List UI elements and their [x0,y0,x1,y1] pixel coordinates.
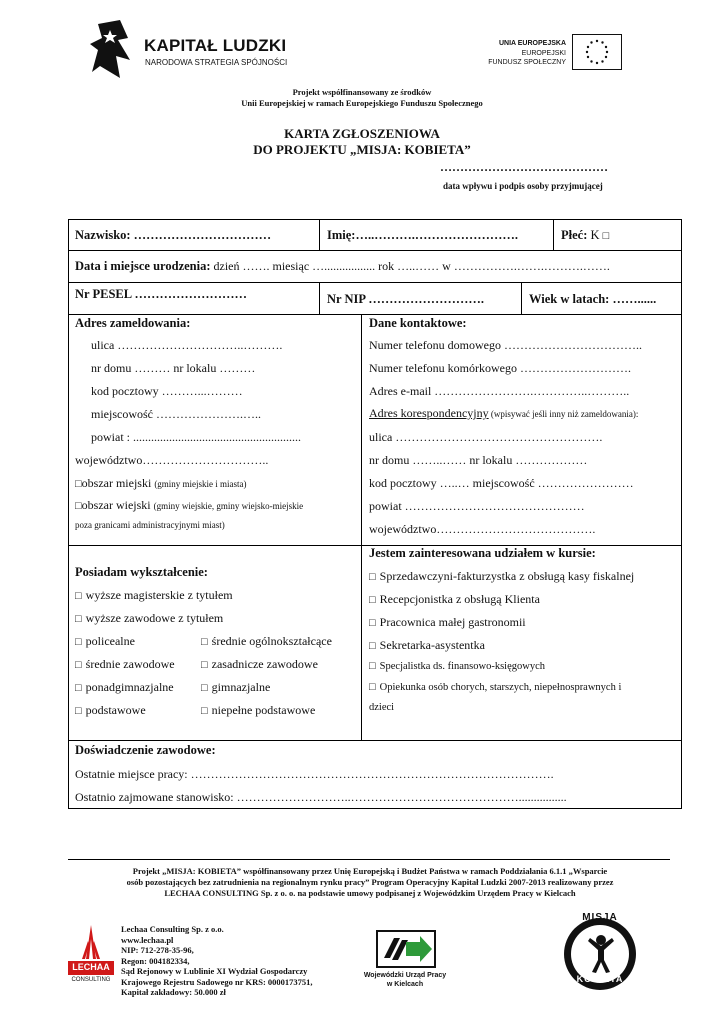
adres-nr-domu[interactable]: nr domu ……… nr lokalu ……… [91,361,256,375]
company-court: Sąd Rejonowy w Lublinie XI Wydział Gospodarczy [121,966,308,976]
kurs-title: Jestem zainteresowana udziałem w kursie: [369,546,596,560]
footer-note-2: osób pozostających bez zatrudnienia na regionalnym rynku pracy” Program Operacyjny Kapitał Ludzki 2007-2013 realizowany przez [126,877,614,887]
kurs-sekretarka[interactable]: □ Sekretarka-asystentka [369,638,485,653]
ue-line1: UNIA EUROPEJSKA [498,40,566,47]
company-krs: Krajowego Rejestru Sadowego nr KRS: 0000173751, [121,976,313,987]
kurs-recepcjonistka[interactable]: □ Recepcjonistka z obsługą Klienta [369,592,540,607]
checkbox-icon[interactable]: □ [75,478,82,490]
kurs-ksiegowa[interactable]: □ Specjalistka ds. finansowo-księgowych [369,660,545,672]
wyksztalcenie-zawodowe-wyzsze[interactable]: □ wyższe zawodowe z tytułem [75,611,223,626]
nazwisko-field[interactable]: Nazwisko: …………………………… [75,228,272,242]
kurs-sprzedawczyni[interactable]: □ Sprzedawczyni-fakturzystka z obsługą kasy fiskalnej [369,569,634,584]
lechaa-logo-sub: CONSULTING [71,977,111,983]
wup-logo [360,926,450,992]
misja-figure-icon [586,934,616,974]
company-name: Lechaa Consulting Sp. z o.o. [121,924,224,934]
wup-line1: Wojewódzki Urząd Pracy [363,972,447,979]
footer-note-1: Projekt „MISJA: KOBIETA” współfinansowany przez Unię Europejską i Budżet Państwa w ramach Poddziałania 6.1.1 „Wsparcie [132,866,608,876]
receipt-dots: …………………………………… [440,160,608,174]
misja-kobieta-logo [560,912,640,992]
company-regon: Regon: 004182334, [121,955,190,966]
plec-label: Płeć: [561,228,588,242]
kapital-ludzki-emblem-icon [90,20,132,80]
lechaa-logo-text: LECHAA [72,962,110,972]
nip-field[interactable]: Nr NIP ………………………. [327,292,485,306]
plec-value[interactable]: K [590,228,600,242]
wup-line2: w Kielcach [386,981,424,988]
adres-powiat[interactable]: powiat : ........................................................ [91,430,301,444]
kurs-opiekunka-cont: dzieci [369,702,395,713]
checkbox-icon[interactable]: □ [75,500,82,512]
adres-kod[interactable]: kod pocztowy ………...……… [91,384,243,398]
obszar-wiejski-note2: poza granicami administracyjnymi miast) [75,520,225,530]
company-www[interactable]: www.lechaa.pl [121,934,174,945]
form-title-line1: KARTA ZGŁOSZENIOWA [284,126,440,141]
plec-checkbox-icon[interactable]: □ [602,230,610,242]
email[interactable]: Adres e-mail …………………….…………..……….. [369,384,630,398]
wyksztalcenie-srednie-ogolne[interactable]: □ średnie ogólnokształcące [201,634,332,649]
cofinancing-line1: Projekt współfinansowany ze środków [292,87,432,97]
receipt-label: data wpływu i podpis osoby przyjmującej [443,181,603,191]
lechaa-tower-icon [78,925,104,959]
ue-efs-logo [470,34,630,74]
lechaa-logo [68,925,114,987]
form-title-line2: DO PROJEKTU „MISJA: KOBIETA” [253,142,471,157]
wyksztalcenie-podstawowe[interactable]: □ podstawowe [75,703,146,718]
kapital-ludzki-title: KAPITAŁ LUDZKI [144,36,287,55]
ue-line2: EUROPEJSKI [521,50,566,57]
dane-kontaktowe-title: Dane kontaktowe: [369,316,467,330]
kurs-gastronomia[interactable]: □ Pracownica małej gastronomii [369,615,526,630]
wyksztalcenie-srednie-zawodowe[interactable]: □ średnie zawodowe [75,657,175,672]
urodzenie-label: Data i miejsce urodzenia: [75,259,211,273]
cofinancing-line2: Unii Europejskiej w ramach Europejskiego Funduszu Społecznego [241,98,483,108]
obszar-wiejski-option[interactable]: □obszar wiejski (gminy wiejskie, gminy wiejsko-miejskie [75,498,304,512]
kapital-ludzki-subtitle: NARODOWA STRATEGIA SPÓJNOŚCI [145,58,288,67]
wyksztalcenie-gimnazjalne[interactable]: □ gimnazjalne [201,680,270,695]
adres-korespondencyjny: Adres korespondencyjny (wpisywać jeśli inny niż zameldowania): [369,406,639,420]
wyksztalcenie-title: Posiadam wykształcenie: [75,565,208,579]
wyksztalcenie-niepelne[interactable]: □ niepełne podstawowe [201,703,315,718]
wyksztalcenie-zasadnicze[interactable]: □ zasadnicze zawodowe [201,657,318,672]
wup-emblem-icon [376,930,436,968]
koresp-wojewodztwo[interactable]: województwo…………………………………. [369,522,596,536]
telefon-domowy[interactable]: Numer telefonu domowego …………………………….. [369,338,642,352]
adres-ulica[interactable]: ulica …………………………..………. [91,338,283,352]
telefon-komorkowy[interactable]: Numer telefonu komórkowego ………………………. [369,361,631,375]
koresp-powiat[interactable]: powiat ……………………………………… [369,499,585,513]
pesel-field[interactable]: Nr PESEL ……………………… [75,287,248,301]
urodzenie-row[interactable] [75,259,610,274]
ue-line3: FUNDUSZ SPOŁECZNY [488,59,566,66]
company-nip: NIP: 712-278-35-96, [121,945,194,955]
footer-divider [68,859,670,860]
kapital-ludzki-logo [90,20,300,80]
wiek-field[interactable]: Wiek w latach: ……...... [529,292,657,306]
ostatnie-stanowisko[interactable]: Ostatnio zajmowane stanowisko: ………………………..……………………………………................ [75,790,567,804]
wyksztalcenie-magister[interactable]: □ wyższe magisterskie z tytułem [75,588,233,603]
koresp-kod[interactable]: kod pocztowy …..… miejscowość …………………… [369,476,634,490]
urodzenie-fields[interactable]: dzień ……. miesiąc …................. rok …..…… w …………….…….……….……. [210,259,610,273]
koresp-nr-domu[interactable]: nr domu ……..…… nr lokalu ……………… [369,453,588,467]
koresp-ulica[interactable]: ulica ……………………………………………. [369,430,603,444]
adres-wojewodztwo[interactable]: województwo………………………….. [75,453,269,467]
company-info [121,924,313,998]
wyksztalcenie-ponadgimnazjalne[interactable]: □ ponadgimnazjalne [75,680,174,695]
doswiadczenie-title: Doświadczenie zawodowe: [75,743,216,757]
ostatnie-miejsce-pracy[interactable]: Ostatnie miejsce pracy: ………………………………………………………………………………. [75,767,554,781]
kurs-opiekunka[interactable]: □ Opiekunka osób chorych, starszych, niepełnosprawnych i [369,681,621,693]
misja-top-text: MISJA [582,912,618,923]
wyksztalcenie-policealne[interactable]: □ policealne [75,634,135,649]
application-form [68,219,682,809]
obszar-miejski-option[interactable]: □obszar miejski (gminy miejskie i miasta) [75,476,247,490]
company-capital: Kapitał zakładowy: 50.000 zł [121,987,226,997]
footer-note-3: LECHAA CONSULTING Sp. z o. o. na podstawie umowy podpisanej z Wojewódzkim Urzędem Pracy w Kielcach [164,888,576,898]
misja-bottom-text: KOBIETA [576,974,624,984]
adres-miejscowosc[interactable]: miejscowość ………………….….. [91,407,261,421]
adres-zameldowania-title: Adres zameldowania: [75,316,191,330]
imie-field[interactable]: Imię:…..……….……………………. [327,228,518,242]
eu-flag-icon [572,34,622,70]
